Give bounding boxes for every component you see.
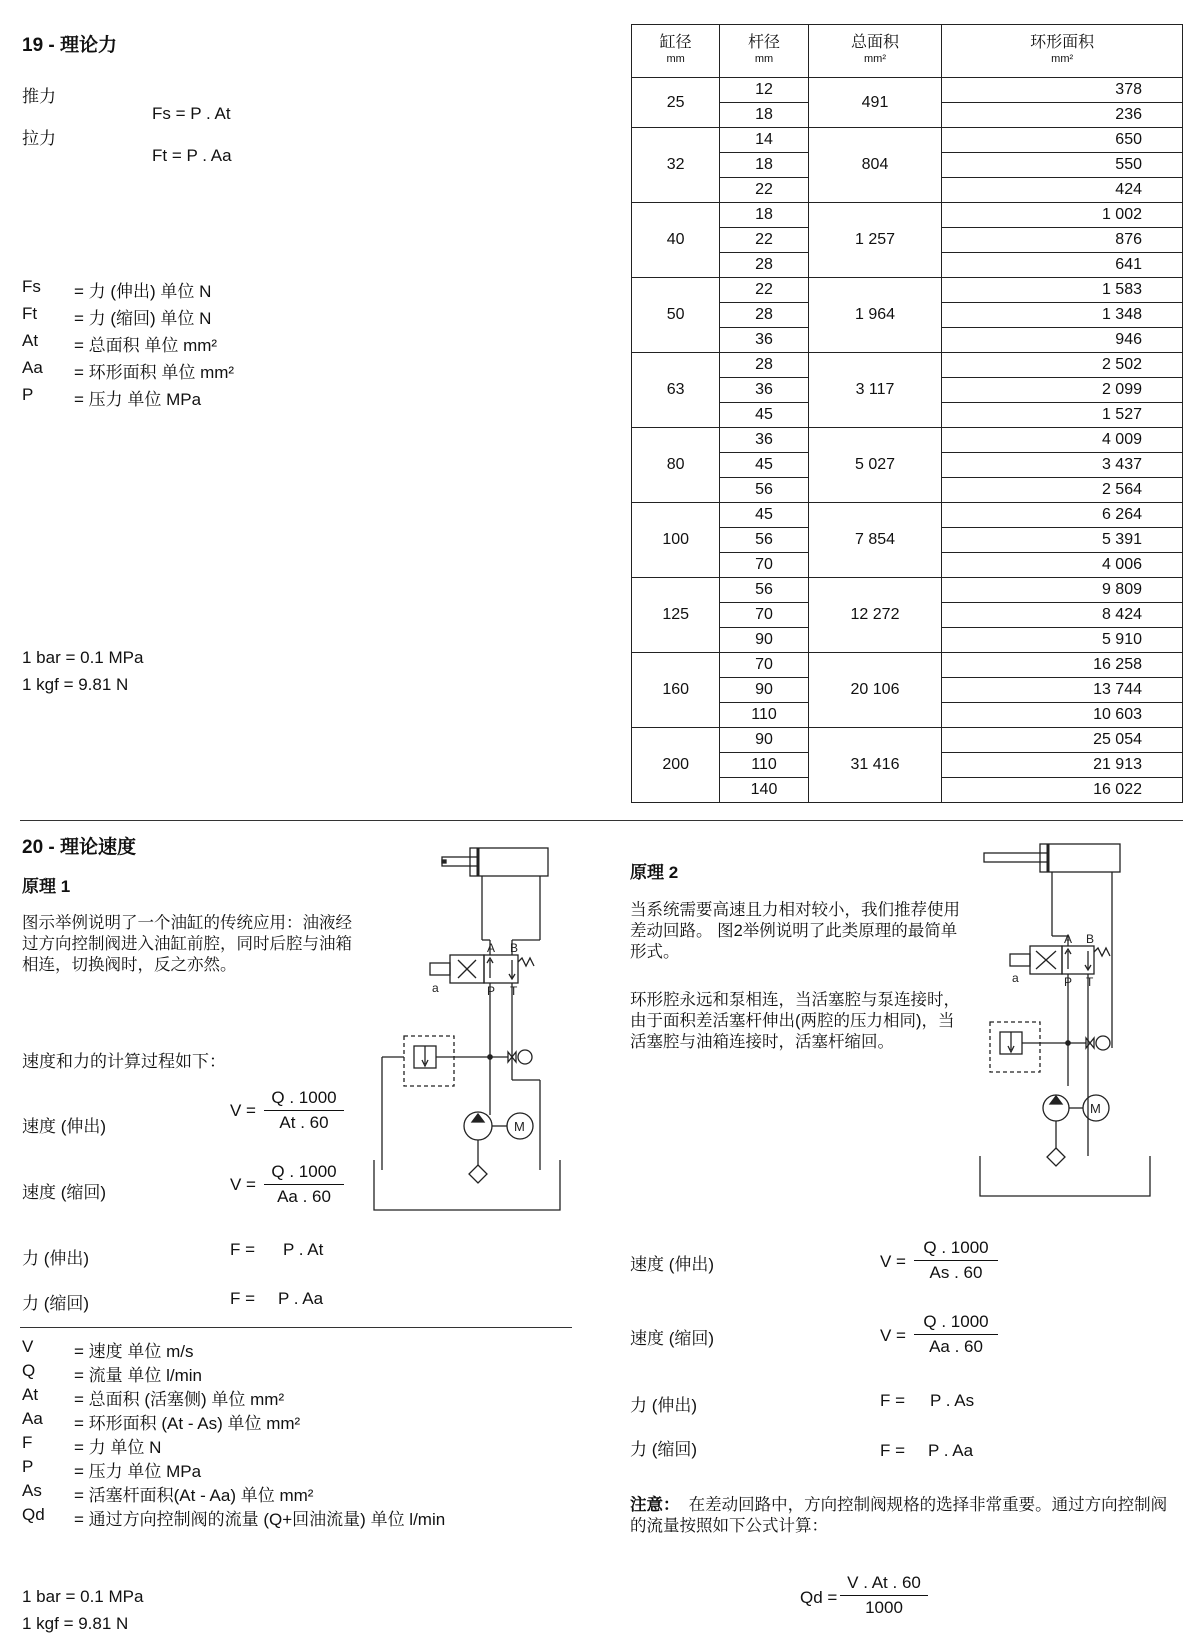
cell-ring-area: 1 348: [942, 303, 1183, 328]
header-bore: 缸径 mm: [632, 25, 720, 78]
p1-force-in-lhs: F =: [230, 1289, 256, 1308]
port-p-label: P: [487, 984, 496, 998]
cell-ring-area: 13 744: [942, 678, 1183, 703]
cell-rod: 110: [720, 703, 808, 728]
port-a-label-2: A: [1064, 932, 1073, 946]
cell-rod: 45: [720, 503, 808, 528]
cell-total-area: 1 964: [808, 278, 942, 353]
section-19-title: 19 - 理论力: [22, 35, 118, 56]
p2-speed-out-fraction: [914, 1238, 998, 1283]
port-a-label: A: [487, 941, 496, 955]
gauge-valve-symbol-2: [1068, 1036, 1110, 1050]
header-ring-area: 环形面积 mm²: [942, 25, 1183, 78]
principle-1-heading: 原理 1: [22, 877, 71, 896]
cell-ring-area: 5 910: [942, 628, 1183, 653]
table-row: [632, 203, 1183, 228]
solenoid-a-label: a: [432, 981, 439, 995]
p1-force-out-label: 力 (伸出): [22, 1249, 90, 1268]
definition-symbol: P: [22, 385, 34, 404]
definition-text: = 力 (缩回) 单位 N: [74, 309, 212, 328]
p2-speed-out-denominator: As . 60: [929, 1263, 983, 1282]
p1-force-out-rhs: P . At: [283, 1240, 324, 1259]
principle-2-text-2: 环形腔永远和泵相连，当活塞腔与泵连接时，由于面积差活塞杆伸出(两腔的压力相同)，当活塞腔与油箱连接时，活塞杆缩回。: [630, 991, 960, 1051]
cell-rod: 56: [720, 528, 808, 553]
p1-force-out-lhs: F =: [230, 1240, 256, 1259]
p1-speed-out-label: 速度 (伸出): [22, 1117, 107, 1136]
cell-rod: 110: [720, 753, 808, 778]
cell-ring-area: 6 264: [942, 503, 1183, 528]
cell-bore: 80: [632, 428, 720, 503]
solenoid-a-label-2: a: [1012, 971, 1019, 985]
p2-force-in-lhs: F =: [880, 1441, 906, 1460]
definition-symbol: F: [22, 1433, 33, 1452]
p1-speed-in-denominator: Aa . 60: [277, 1187, 331, 1206]
cell-rod: 36: [720, 378, 808, 403]
p2-force-out-rhs: P . As: [930, 1391, 975, 1410]
cell-rod: 28: [720, 253, 808, 278]
cell-bore: 125: [632, 578, 720, 653]
p1-speed-in-numerator: Q . 1000: [264, 1162, 344, 1185]
definition-text: = 流量 单位 l/min: [74, 1366, 202, 1385]
hydraulic-circuit-diagram-1: [370, 840, 570, 1220]
cell-ring-area: 641: [942, 253, 1183, 278]
definition-text: = 总面积 单位 mm²: [74, 336, 218, 355]
p2-force-in-rhs: P . Aa: [928, 1441, 974, 1460]
directional-valve-symbol: [430, 940, 540, 1115]
cell-rod: 18: [720, 203, 808, 228]
p2-speed-out-lhs: V =: [880, 1252, 906, 1271]
cell-rod: 36: [720, 428, 808, 453]
cell-rod: 56: [720, 478, 808, 503]
gauge-valve-symbol: [490, 1050, 532, 1064]
cell-total-area: 491: [808, 78, 942, 128]
definition-text: = 速度 单位 m/s: [74, 1342, 194, 1361]
p1-speed-out-fraction: [264, 1088, 344, 1133]
table-row: [632, 728, 1183, 753]
cell-rod: 56: [720, 578, 808, 603]
cell-total-area: 1 257: [808, 203, 942, 278]
definition-text: = 活塞杆面积(At - Aa) 单位 mm²: [74, 1486, 314, 1505]
p2-speed-in-denominator: Aa . 60: [929, 1337, 983, 1356]
definition-text: = 环形面积 (At - As) 单位 mm²: [74, 1414, 301, 1433]
p2-speed-in-numerator: Q . 1000: [914, 1312, 998, 1335]
cell-ring-area: 1 527: [942, 403, 1183, 428]
definition-text: = 压力 单位 MPa: [74, 390, 202, 409]
note-paragraph: [630, 1495, 1183, 1537]
cell-rod: 22: [720, 178, 808, 203]
cell-rod: 90: [720, 628, 808, 653]
cell-ring-area: 4 006: [942, 553, 1183, 578]
cell-ring-area: 25 054: [942, 728, 1183, 753]
p2-force-out-lhs: F =: [880, 1391, 906, 1410]
definition-text: = 总面积 (活塞侧) 单位 mm²: [74, 1390, 285, 1409]
p1-speed-out-numerator: Q . 1000: [264, 1088, 344, 1111]
definition-text: = 力 (伸出) 单位 N: [74, 282, 212, 301]
cylinder-symbol: [442, 848, 548, 940]
cell-ring-area: 650: [942, 128, 1183, 153]
cell-rod: 90: [720, 728, 808, 753]
cell-ring-area: 550: [942, 153, 1183, 178]
p2-speed-out-label: 速度 (伸出): [630, 1255, 715, 1274]
port-t-label-2: T: [1086, 975, 1094, 989]
table-row: [632, 128, 1183, 153]
cell-ring-area: 16 022: [942, 778, 1183, 803]
cell-rod: 70: [720, 653, 808, 678]
p2-speed-in-label: 速度 (缩回): [630, 1329, 715, 1348]
cell-ring-area: 10 603: [942, 703, 1183, 728]
header-total-area: 总面积 mm²: [808, 25, 942, 78]
cell-rod: 70: [720, 603, 808, 628]
qd-numerator: V . At . 60: [840, 1573, 928, 1596]
p1-force-in-label: 力 (缩回): [22, 1294, 90, 1313]
motor-m-label: M: [514, 1119, 525, 1134]
port-b-label: B: [510, 941, 519, 955]
table-row: [632, 503, 1183, 528]
definition-symbol: As: [22, 1481, 42, 1500]
cell-bore: 40: [632, 203, 720, 278]
definition-symbol: P: [22, 1457, 34, 1476]
definition-symbol: At: [22, 331, 39, 350]
cell-rod: 90: [720, 678, 808, 703]
p2-speed-in-fraction: [914, 1312, 998, 1357]
cell-bore: 200: [632, 728, 720, 803]
conversion-kgf: 1 kgf = 9.81 N: [22, 675, 129, 694]
motor-m-label-2: M: [1090, 1101, 1101, 1116]
filter-symbol: [469, 1165, 487, 1183]
cell-ring-area: 2 502: [942, 353, 1183, 378]
section-20-title: 20 - 理论速度: [22, 837, 137, 858]
cell-ring-area: 5 391: [942, 528, 1183, 553]
p1-speed-in-fraction: [264, 1162, 344, 1207]
table-row: [632, 653, 1183, 678]
principle-1-text: 图示举例说明了一个油缸的传统应用：油液经过方向控制阀进入油缸前腔，同时后腔与油箱相连，切换阀时，反之亦然。: [22, 914, 352, 974]
p1-force-in-rhs: P . Aa: [278, 1289, 324, 1308]
cylinder-area-table: [631, 24, 1183, 803]
definition-symbol: Qd: [22, 1505, 45, 1524]
hydraulic-circuit-diagram-2: [960, 836, 1160, 1216]
cell-rod: 28: [720, 353, 808, 378]
definition-symbol: Aa: [22, 1409, 43, 1428]
cell-total-area: 3 117: [808, 353, 942, 428]
cell-total-area: 804: [808, 128, 942, 203]
cell-ring-area: 236: [942, 103, 1183, 128]
tank-symbol: [374, 1160, 560, 1210]
definition-symbol: V: [22, 1337, 34, 1356]
p1-speed-in-lhs: V =: [230, 1175, 256, 1194]
definition-symbol: Aa: [22, 358, 43, 377]
table-header-row: [632, 25, 1183, 78]
definitions-divider: [20, 1327, 572, 1328]
calc-intro: 速度和力的计算过程如下：: [22, 1052, 226, 1071]
push-formula: Fs = P . At: [152, 104, 231, 123]
p1-speed-out-denominator: At . 60: [279, 1113, 329, 1132]
cell-ring-area: 2 564: [942, 478, 1183, 503]
table-row: [632, 578, 1183, 603]
principle-2-heading: 原理 2: [630, 863, 679, 882]
principle-2-text-1: 当系统需要高速且力相对较小，我们推荐使用差动回路。 图2举例说明了此类原理的最简单形式。: [630, 901, 960, 961]
cell-ring-area: 424: [942, 178, 1183, 203]
cell-ring-area: 8 424: [942, 603, 1183, 628]
qd-lhs: Qd =: [800, 1588, 838, 1607]
cell-rod: 22: [720, 278, 808, 303]
cell-rod: 45: [720, 403, 808, 428]
definition-symbol: Q: [22, 1361, 36, 1380]
cell-rod: 36: [720, 328, 808, 353]
cell-rod: 70: [720, 553, 808, 578]
relief-valve-symbol: [382, 1036, 490, 1170]
cell-ring-area: 946: [942, 328, 1183, 353]
conversion-kgf-2: 1 kgf = 9.81 N: [22, 1614, 129, 1633]
cell-rod: 14: [720, 128, 808, 153]
table-row: [632, 353, 1183, 378]
cell-ring-area: 2 099: [942, 378, 1183, 403]
p2-force-out-label: 力 (伸出): [630, 1396, 698, 1415]
cell-total-area: 7 854: [808, 503, 942, 578]
cell-ring-area: 9 809: [942, 578, 1183, 603]
cell-rod: 12: [720, 78, 808, 103]
port-t-label: T: [510, 984, 518, 998]
cell-ring-area: 876: [942, 228, 1183, 253]
cell-rod: 45: [720, 453, 808, 478]
definition-symbol: Fs: [22, 277, 41, 296]
cell-rod: 28: [720, 303, 808, 328]
cell-rod: 140: [720, 778, 808, 803]
cell-total-area: 12 272: [808, 578, 942, 653]
cell-bore: 25: [632, 78, 720, 128]
section-divider: [20, 820, 1183, 821]
note-text: 在差动回路中，方向控制阀规格的选择非常重要。通过方向控制阀的流量按照如下公式计算：: [630, 1496, 1168, 1535]
p2-speed-out-numerator: Q . 1000: [914, 1238, 998, 1261]
cell-ring-area: 378: [942, 78, 1183, 103]
cell-total-area: 31 416: [808, 728, 942, 803]
cell-ring-area: 3 437: [942, 453, 1183, 478]
p1-speed-out-lhs: V =: [230, 1101, 256, 1120]
cell-bore: 160: [632, 653, 720, 728]
p2-speed-in-lhs: V =: [880, 1326, 906, 1345]
cell-ring-area: 4 009: [942, 428, 1183, 453]
table-row: [632, 428, 1183, 453]
definition-symbol: At: [22, 1385, 39, 1404]
qd-fraction: [840, 1573, 928, 1618]
relief-valve-symbol-2: [990, 1022, 1068, 1072]
definition-symbol: Ft: [22, 304, 38, 323]
cell-rod: 18: [720, 153, 808, 178]
table-row: [632, 78, 1183, 103]
cell-bore: 50: [632, 278, 720, 353]
p1-speed-in-label: 速度 (缩回): [22, 1183, 107, 1202]
cell-ring-area: 16 258: [942, 653, 1183, 678]
cell-total-area: 5 027: [808, 428, 942, 503]
qd-denominator: 1000: [865, 1598, 903, 1617]
header-rod: 杆径 mm: [720, 25, 808, 78]
directional-valve-symbol-2: [1010, 936, 1110, 1156]
cell-ring-area: 1 583: [942, 278, 1183, 303]
cell-rod: 22: [720, 228, 808, 253]
cell-ring-area: 1 002: [942, 203, 1183, 228]
conversion-bar-2: 1 bar = 0.1 MPa: [22, 1587, 144, 1606]
port-b-label-2: B: [1086, 932, 1095, 946]
definition-text: = 通过方向控制阀的流量 (Q+回油流量) 单位 l/min: [74, 1510, 446, 1529]
p2-force-in-label: 力 (缩回): [630, 1440, 698, 1459]
pull-formula: Ft = P . Aa: [152, 146, 232, 165]
filter-symbol-2: [1047, 1148, 1065, 1166]
port-p-label-2: P: [1064, 975, 1073, 989]
cell-bore: 32: [632, 128, 720, 203]
cell-bore: 63: [632, 353, 720, 428]
cell-bore: 100: [632, 503, 720, 578]
conversion-bar: 1 bar = 0.1 MPa: [22, 648, 144, 667]
push-label: 推力: [22, 87, 56, 106]
cell-rod: 18: [720, 103, 808, 128]
tank-symbol-2: [980, 1156, 1150, 1196]
definition-text: = 压力 单位 MPa: [74, 1462, 202, 1481]
definition-text: = 力 单位 N: [74, 1438, 162, 1457]
table-row: [632, 278, 1183, 303]
note-label: 注意：: [630, 1496, 680, 1514]
cell-ring-area: 21 913: [942, 753, 1183, 778]
definition-text: = 环形面积 单位 mm²: [74, 363, 235, 382]
pull-label: 拉力: [22, 129, 56, 148]
cell-total-area: 20 106: [808, 653, 942, 728]
